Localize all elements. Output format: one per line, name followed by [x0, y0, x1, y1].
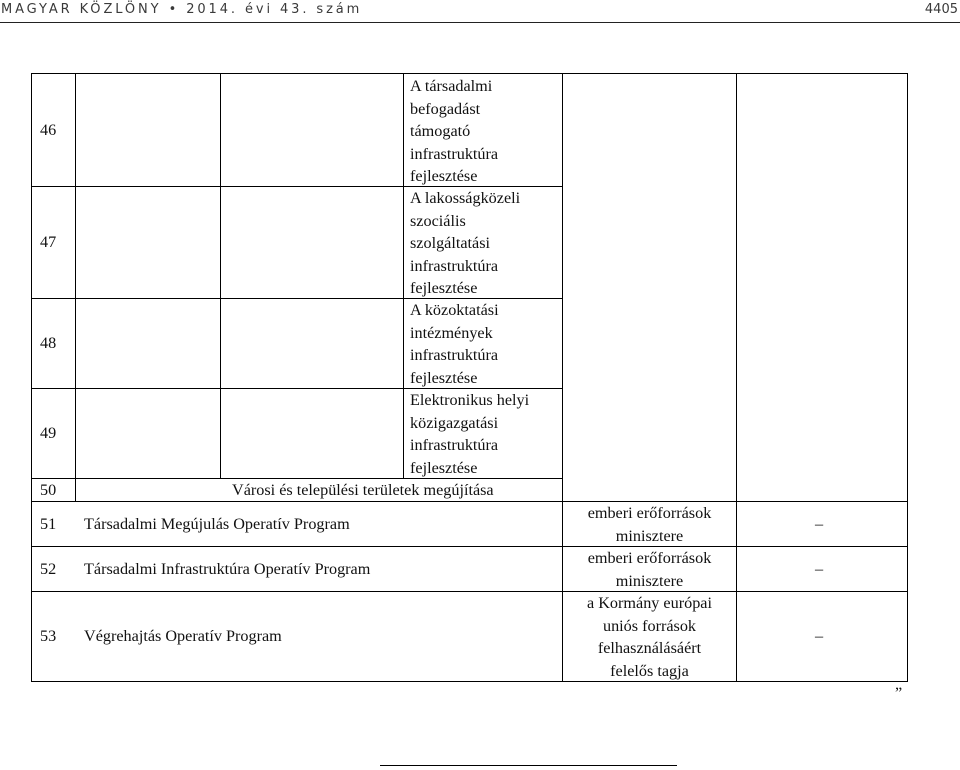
- amount-dash: –: [815, 560, 824, 578]
- row-number: 50: [40, 481, 57, 499]
- row-number: 46: [40, 121, 57, 139]
- page-number: 4405: [924, 2, 958, 17]
- row-title: A társadalmi befogadást támogató infrastruktúra fejlesztése: [410, 77, 499, 185]
- row-number: 52: [40, 560, 57, 578]
- row-title: Elektronikus helyi közigazgatási infrastruktúra fejlesztése: [410, 391, 530, 477]
- amount-dash: –: [815, 627, 824, 645]
- row-number: 51: [40, 515, 57, 533]
- row-number: 48: [40, 334, 57, 352]
- responsible-minister: emberi erőforrások minisztere: [587, 504, 712, 545]
- amount-dash: –: [815, 515, 824, 533]
- row-number: 53: [40, 627, 57, 645]
- program-name: Társadalmi Megújulás Operatív Program: [84, 515, 350, 533]
- page-header: [0, 0, 960, 23]
- responsible-minister: a Kormány európai uniós források felhasználásáért felelős tagja: [587, 594, 712, 680]
- row-number: 49: [40, 424, 57, 442]
- header-title: MAGYAR KÖZLÖNY • 2014. évi 43. szám: [1, 2, 363, 17]
- row-number: 47: [40, 233, 57, 251]
- row-title: A közoktatási intézmények infrastruktúra fejlesztése: [410, 301, 499, 387]
- row-title: Városi és települési területek megújítása: [232, 481, 494, 499]
- responsible-minister: emberi erőforrások minisztere: [587, 549, 712, 590]
- program-name: Társadalmi Infrastruktúra Operatív Program: [84, 560, 371, 578]
- closing-quote: ”: [895, 684, 903, 702]
- footer-rule: [380, 765, 677, 766]
- row-title: A lakosságközeli szociális szolgáltatási infrastruktúra fejlesztése: [410, 189, 521, 297]
- program-name: Végrehajtás Operatív Program: [84, 627, 282, 645]
